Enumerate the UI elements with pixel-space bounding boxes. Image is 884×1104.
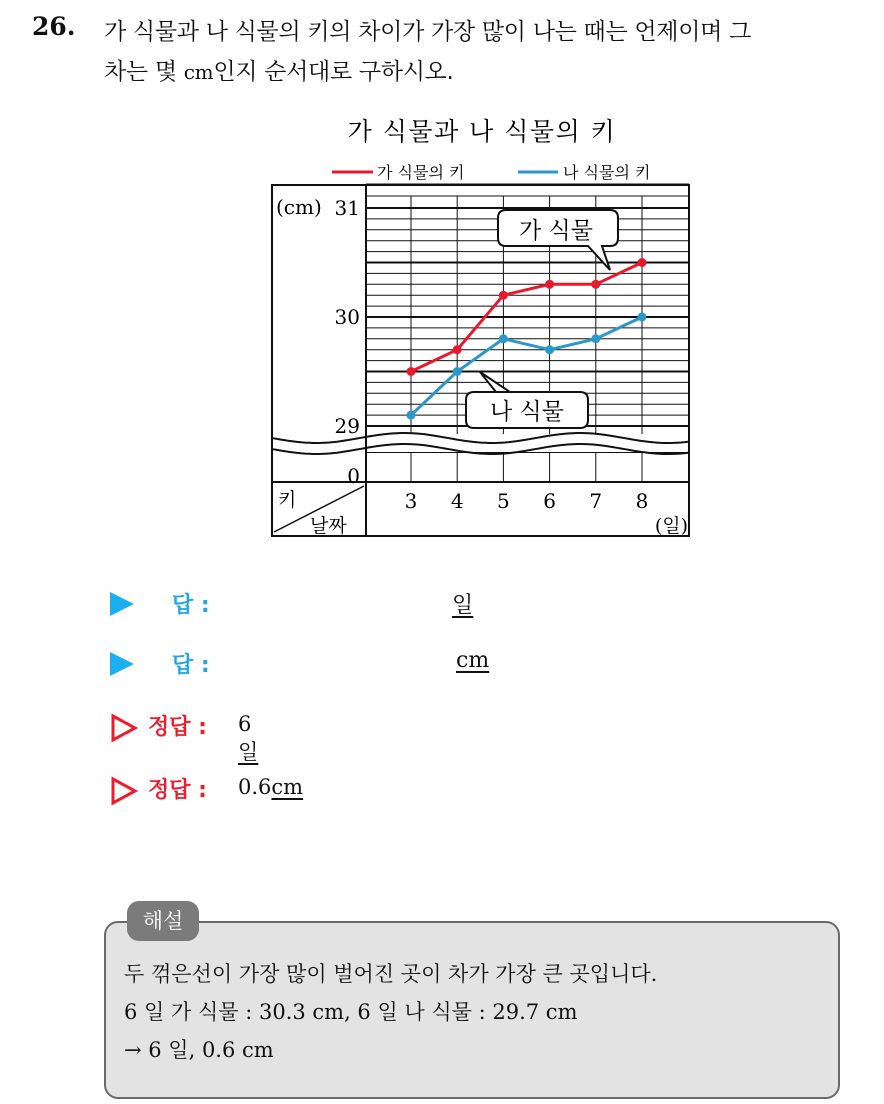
callout-ga: [498, 210, 618, 270]
x-tick-label: 5: [497, 489, 510, 513]
answer-unit-cm: cm: [456, 648, 490, 673]
correct-value-1: [238, 712, 258, 766]
series-point-ga: [545, 280, 554, 289]
correct-unit: 일: [238, 740, 259, 764]
explanation-tag: 해설: [127, 901, 199, 941]
chart-legend: [332, 163, 650, 182]
series-point-na: [407, 411, 416, 420]
explanation-line-1: 두 꺾은선이 가장 많이 벌어진 곳이 차가 가장 큰 곳입니다.: [124, 962, 658, 986]
legend-label-ga: 가 식물의 키: [377, 163, 465, 182]
series-point-ga: [499, 291, 508, 300]
y-tick-30-label: 30: [334, 305, 360, 329]
y-tick-0-label: 0: [347, 464, 360, 488]
x-tick-label: 8: [635, 489, 649, 513]
series-point-na: [453, 367, 462, 376]
correct-label: 정답 :: [148, 778, 207, 803]
explanation-line-3: → 6 일, 0.6 cm: [124, 1038, 274, 1062]
question-unit: cm: [183, 60, 214, 84]
series-point-na: [638, 313, 647, 322]
correct-unit: cm: [271, 775, 304, 799]
correct-number: 0.6: [238, 775, 272, 799]
callout-na-text: 나 식물: [490, 399, 564, 425]
height-line-chart: [270, 108, 695, 548]
x-axis-unit: (일): [654, 515, 688, 537]
answer-triangle-icon: [110, 592, 134, 616]
callout-na: [466, 372, 588, 428]
question-line-2: [104, 52, 874, 92]
question-number: 26.: [32, 12, 76, 41]
series-point-na: [499, 334, 508, 343]
x-tick-label: 4: [450, 489, 464, 513]
series-point-ga: [638, 258, 647, 267]
correct-number: 6: [238, 712, 252, 736]
legend-label-na: 나 식물의 키: [563, 163, 651, 182]
x-tick-label: 3: [404, 489, 418, 513]
question-text: [104, 12, 874, 92]
correct-value-2: [238, 775, 303, 799]
answer-triangle-icon: [110, 652, 134, 676]
series-point-ga: [453, 345, 462, 354]
series-point-na: [591, 334, 600, 343]
x-tick-label: 6: [543, 489, 556, 513]
chart-title: 가 식물과 나 식물의 키: [347, 117, 617, 146]
corner-label-date: 날짜: [310, 515, 347, 537]
y-tick-29-label: 29: [334, 414, 360, 438]
y-axis-unit: (cm): [276, 195, 322, 219]
correct-label: 정답 :: [148, 715, 207, 740]
question-line-1: 가 식물과 나 식물의 키의 차이가 가장 많이 나는 때는 언제이며 그: [104, 19, 751, 45]
x-tick-label: 7: [589, 489, 603, 513]
x-tick-labels: [405, 489, 649, 513]
answer-unit-day: 일: [452, 593, 474, 618]
correct-triangle-icon: [110, 713, 138, 743]
corner-label-height: 키: [278, 489, 297, 511]
series-point-na: [545, 345, 554, 354]
question-line-2-after: 인지 순서대로 구하시오.: [213, 59, 454, 85]
y-tick-31-label: 31: [334, 196, 360, 220]
series-point-ga: [407, 367, 416, 376]
series-point-ga: [591, 280, 600, 289]
question-line-2-before: 차는 몇: [104, 59, 177, 85]
explanation-line-2: 6 일 가 식물 : 30.3 cm, 6 일 나 식물 : 29.7 cm: [124, 1000, 578, 1024]
callout-ga-text: 가 식물: [519, 218, 593, 244]
answer-label: 답 :: [172, 653, 210, 678]
answer-label: 답 :: [172, 593, 210, 618]
correct-triangle-icon: [110, 776, 138, 806]
